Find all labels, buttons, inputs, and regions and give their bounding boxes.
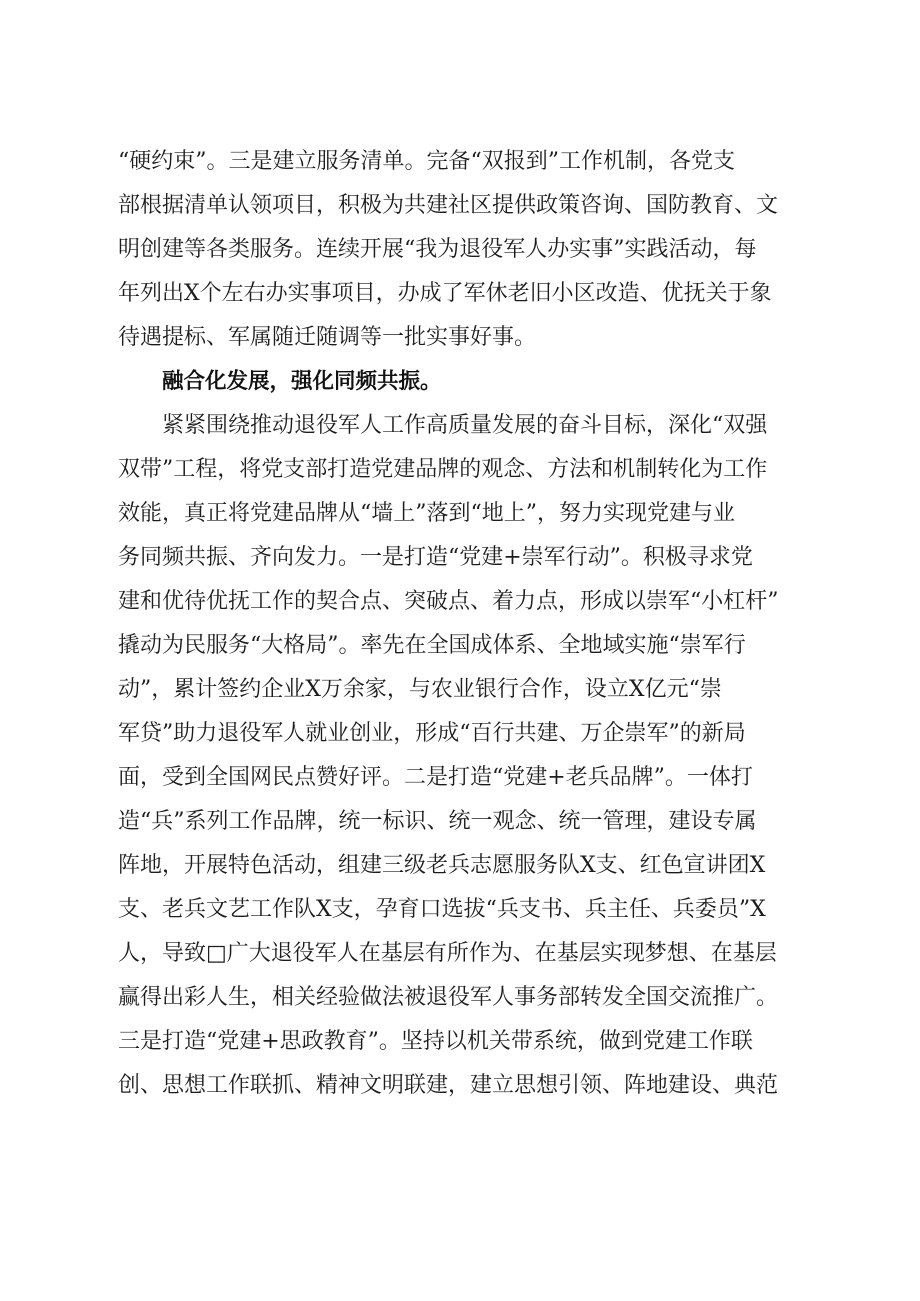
section-heading: 融合化发展，强化同频共振。: [162, 369, 442, 394]
text-line: 年列出X个左右办实事项目，办成了军休老旧小区改造、优抚关于象: [118, 281, 772, 306]
text-line: 建和优待优抚工作的契合点、突破点、着力点，形成以崇军“小杠杆”: [118, 589, 779, 614]
text-line: 创、思想工作联抓、精神文明联建，建立思想引领、阵地建设、典范: [118, 1073, 779, 1098]
text-line: 紧紧围绕推动退役军人工作高质量发展的奋斗目标，深化“双强: [162, 413, 768, 438]
text-line: 务同频共振、齐向发力。一是打造“党建+崇军行动”。积极寻求党: [118, 545, 753, 570]
text-line: 赢得出彩人生，相关经验做法被退役军人事务部转发全国交流推广。: [118, 985, 779, 1010]
text-line: 阵地，开展特色活动，组建三级老兵志愿服务队X支、红色宣讲团X: [118, 853, 766, 878]
text-line: 撬动为民服务“大格局”。率先在全国成体系、全地域实施“崇军行: [118, 633, 746, 658]
text-line: 三是打造“党建+思政教育”。坚持以机关带系统，做到党建工作联: [118, 1029, 753, 1054]
text-line: 部根据清单认领项目，积极为共建社区提供政策咨询、国防教育、文: [118, 193, 779, 218]
text-line: 待遇提标、军属随迁随调等一批实事好事。: [118, 325, 537, 350]
text-line: 支、老兵文艺工作队X支，孕育口选拔“兵支书、兵主任、兵委员”X: [118, 897, 766, 922]
text-line: 面，受到全国网民点赞好评。二是打造“党建+老兵品牌”。一体打: [118, 765, 753, 790]
text-line: 造“兵”系列工作品牌，统一标识、统一观念、统一管理，建设专属: [118, 809, 757, 834]
text-line: 明创建等各类服务。连续开展“我为退役军人办实事”实践活动，每: [118, 237, 757, 262]
text-line: 效能，真正将党建品牌从“墙上”落到“地上”，努力实现党建与业: [118, 501, 735, 526]
text-line: 双带”工程，将党支部打造党建品牌的观念、方法和机制转化为工作: [118, 457, 768, 482]
text-line: 军贷”助力退役军人就业创业，形成“百行共建、万企崇军”的新局: [118, 721, 746, 746]
text-line: “硬约束”。三是建立服务清单。完备“双报到”工作机制，各党支: [118, 149, 735, 174]
text-line: 动”，累计签约企业X万余家，与农业银行合作，设立X亿元“崇: [118, 677, 722, 702]
text-line: 人，导致□广大退役军人在基层有所作为、在基层实现梦想、在基层: [118, 941, 777, 966]
